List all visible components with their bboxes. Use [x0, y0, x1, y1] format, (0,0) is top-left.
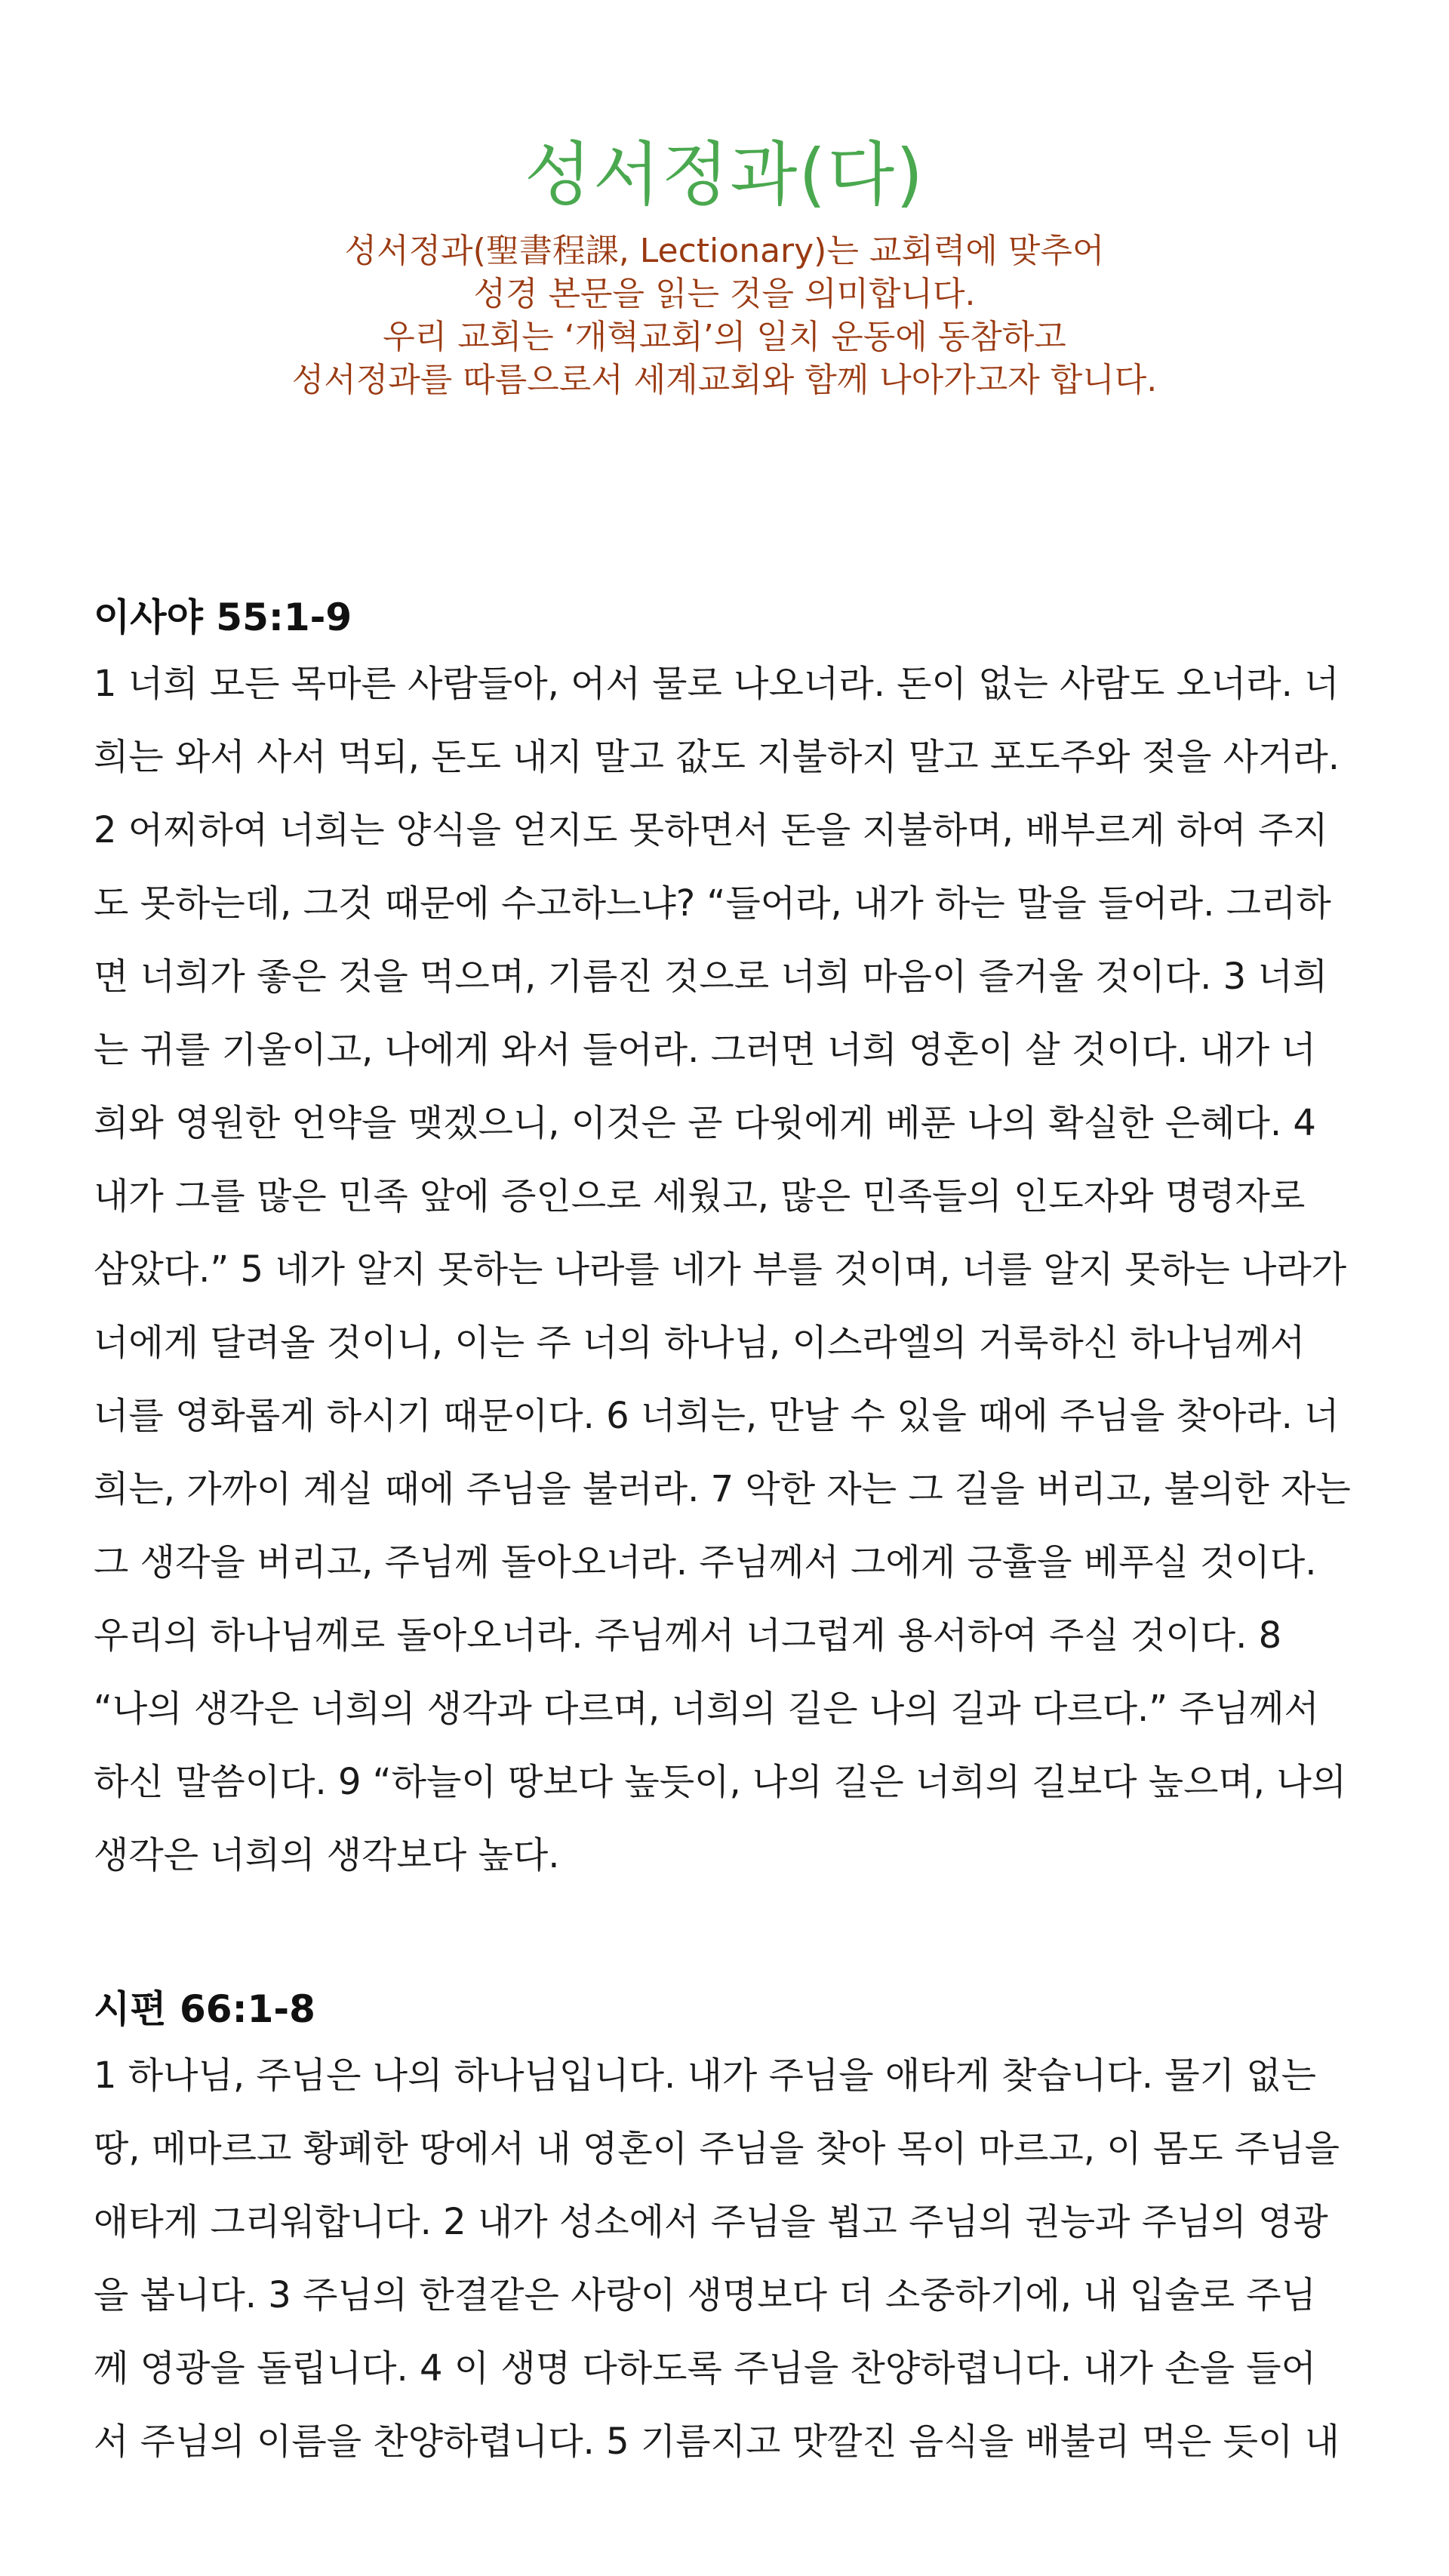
text-line: 1 하나님, 주님은 나의 하나님입니다. 내가 주님을 애타게 찾습니다. 물기 없는	[94, 2054, 1316, 2097]
text-line: 면 너희가 좋은 것을 먹으며, 기름진 것으로 너희 마음이 즐거울 것이다. 3 너희	[94, 956, 1328, 998]
text-line: 생각은 너희의 생각보다 높다.	[94, 1834, 560, 1876]
text-line: 도 못하는데, 그것 때문에 수고하느냐? “들어라, 내가 하는 말을 들어라. 그리하	[94, 882, 1331, 925]
reading-reference: 이사야 55:1-9	[94, 596, 352, 639]
reading-psalm	[94, 1985, 1377, 2479]
text-line: 하신 말씀이다. 9 “하늘이 땅보다 높듯이, 나의 길은 너희의 길보다 높으며, 나의	[94, 1761, 1347, 1803]
text-line: 1 너희 모든 목마른 사람들아, 어서 물로 나오너라. 돈이 없는 사람도 오너라. 너	[94, 663, 1340, 705]
text-line: 을 봅니다. 3 주님의 한결같은 사랑이 생명보다 더 소중하기에, 내 입술로 주님	[94, 2274, 1316, 2316]
intro-line: 우리 교회는 ‘개혁교회’의 일치 운동에 동참하고	[383, 318, 1066, 356]
text-line: 애타게 그리워합니다. 2 내가 성소에서 주님을 뵙고 주님의 권능과 주님의 영광	[94, 2201, 1328, 2243]
intro-line: 성서정과를 따름으로서 세계교회와 함께 나아가고자 합니다.	[291, 361, 1158, 399]
intro-line: 성서정과(聖書程課, Lectionary)는 교회력에 맞추어	[344, 232, 1105, 270]
text-line: 서 주님의 이름을 찬양하렵니다. 5 기름지고 맛깔진 음식을 배불리 먹은 듯이 내	[94, 2421, 1340, 2463]
page-title: 성서정과(다)	[524, 134, 925, 215]
reading-text	[94, 2039, 1377, 2479]
text-line: 2 어찌하여 너희는 양식을 얻지도 못하면서 돈을 지불하며, 배부르게 하여 주지	[94, 809, 1328, 851]
text-line: 삼았다.” 5 네가 알지 못하는 나라를 네가 부를 것이며, 너를 알지 못하는 나라가	[94, 1248, 1347, 1291]
text-line: 내가 그를 많은 민족 앞에 증인으로 세웠고, 많은 민족들의 인도자와 명령자로	[94, 1175, 1306, 1217]
text-line: 그 생각을 버리고, 주님께 돌아오너라. 주님께서 그에게 긍휼을 베푸실 것이다.	[94, 1541, 1317, 1583]
intro-paragraph	[0, 229, 1449, 402]
text-line: 희는, 가까이 계실 때에 주님을 불러라. 7 악한 자는 그 길을 버리고, 불의한 자는	[94, 1468, 1351, 1510]
text-line: 너에게 달려올 것이니, 이는 주 너의 하나님, 이스라엘의 거룩하신 하나님께서	[94, 1322, 1306, 1364]
text-line: 우리의 하나님께로 돌아오너라. 주님께서 너그럽게 용서하여 주실 것이다. 8	[94, 1614, 1282, 1657]
text-line: “나의 생각은 너희의 생각과 다르며, 너희의 길은 나의 길과 다르다.” 주님께서	[94, 1688, 1319, 1730]
text-line: 너를 영화롭게 하시기 때문이다. 6 너희는, 만날 수 있을 때에 주님을 찾아라. 너	[94, 1395, 1340, 1437]
text-line: 희는 와서 사서 먹되, 돈도 내지 말고 값도 지불하지 말고 포도주와 젖을 사거라.	[94, 736, 1340, 778]
reading-text	[94, 648, 1377, 1892]
text-line: 땅, 메마르고 황폐한 땅에서 내 영혼이 주님을 찾아 목이 마르고, 이 몸도 주님을	[94, 2128, 1340, 2170]
reading-reference: 시편 66:1-8	[94, 1987, 315, 2031]
text-line: 께 영광을 돌립니다. 4 이 생명 다하도록 주님을 찬양하렵니다. 내가 손을 들어	[94, 2347, 1316, 2390]
text-line: 는 귀를 기울이고, 나에게 와서 들어라. 그러면 너희 영혼이 살 것이다. 내가 너	[94, 1029, 1316, 1071]
text-line: 희와 영원한 언약을 맺겠으니, 이것은 곧 다윗에게 베푼 나의 확실한 은혜다. 4	[94, 1102, 1316, 1144]
intro-line: 성경 본문을 읽는 것을 의미합니다.	[473, 275, 976, 313]
reading-isaiah	[94, 593, 1377, 1892]
